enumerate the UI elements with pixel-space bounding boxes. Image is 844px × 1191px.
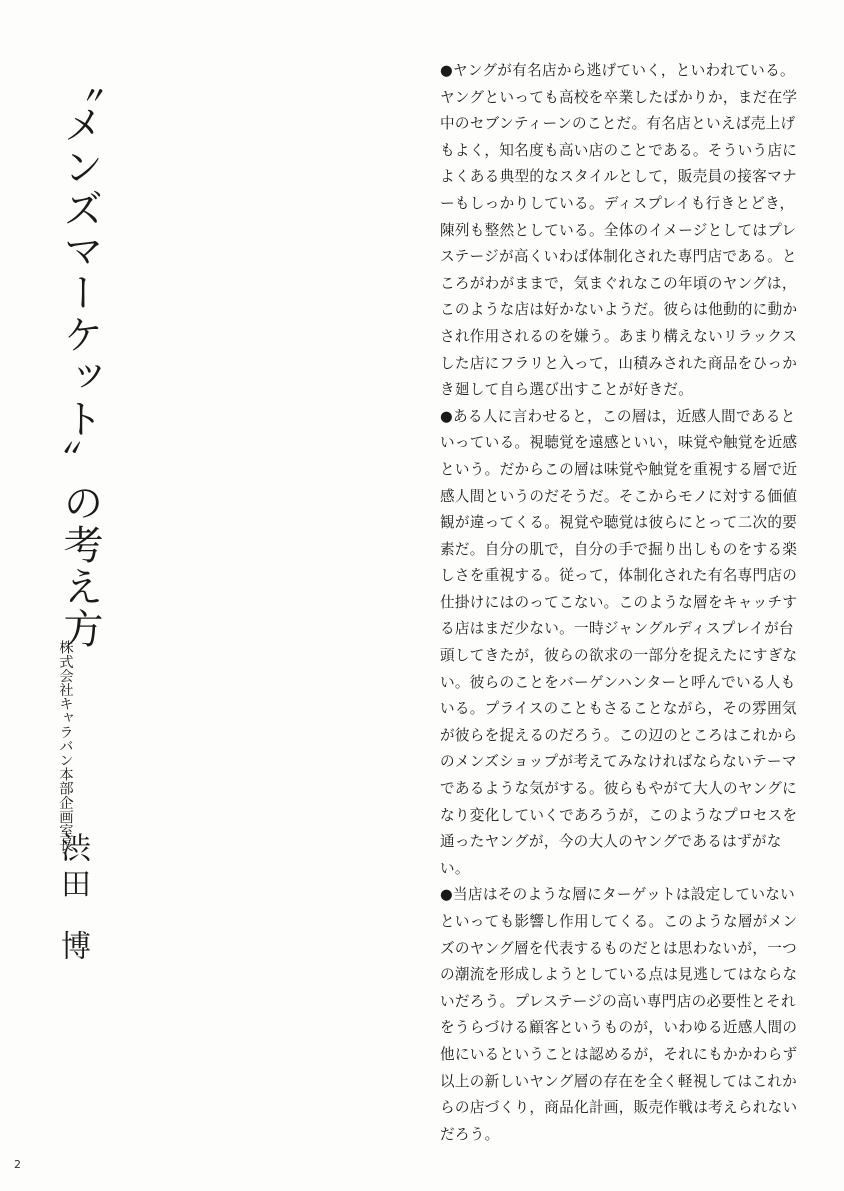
title-column — [52, 62, 108, 650]
paragraph-2: ●ある人に言わせると，この層は，近感人間であるといっている。視聴覚を遠感といい，味覚や触覚を近感という。だからこの層は味覚や触覚を重視する層で近感人間というのだそうだ。そこからモノに対する価値観が違ってくる。視覚や聴覚は彼らにとって二次的要素だ。自分の肌で，自分の手で掘り出しものをする楽しさを重視する。従って，体制化された有名専門店の仕掛けにはのってこない。このような層をキャッチする店はまだ少ない。一時ジャングルディスプレイが台頭してきたが，彼らの欲求の一部分を捉えたにすぎない。彼らのことをバーゲンハンターと呼んでいる人もいる。プライスのこともさることながら，その雰囲気が彼らを捉えるのだろう。この辺のところはこれからのメンズショップが考えてみなければならないテーマであるような気がする。彼らもやがて大人のヤングになり変化していくであろうが，このようなプロセスを通ったヤングが，今の大人のヤングであるはずがない。 — [440, 407, 798, 877]
paragraph-1: ●ヤングが有名店から逃げていく，といわれている。ヤングといっても高校を卒業したばかりか，まだ在学中のセブンティーンのことだ。有名店といえば売上げもよく，知名度も高い店のことである。そういう店によくある典型的なスタイルとして，販売員の接客マナーもしっかりしている。ディスプレイも行きとどき，陳列も整然としている。全体のイメージとしてはプレステージが高くいわば体制化された専門店である。ところがわがままで，気まぐれなこの年頃のヤングは，このような店は好かないようだ。彼らは他動的に動かされ作用されるのを嫌う。あまり構えないリラックスした店にフラリと入って，山積みされた商品をひっかき廻して自ら選び出すことが好きだ。 — [440, 62, 798, 399]
article-body — [440, 58, 800, 1148]
page-number: 2 — [14, 1158, 21, 1171]
paragraph-3: ●当店はそのような層にターゲットは設定していないといっても影響し作用してくる。このような層がメンズのヤング層を代表するものだとは思わないが，一つの潮流を形成しようとしている点は見逃してはならないだろう。プレステージの高い専門店の必要性とそれをうらづける顧客というものが，いわゆる近感人間の他にいるということは認めるが，それにもかかわらず以上の新しいヤング層の存在を全く軽視してはこれからの店づくり，商品化計画，販売作戦は考えられないだろう。 — [440, 886, 798, 1143]
author-surname: 渋田 — [55, 832, 90, 904]
page-title: 〝メンズマーケット〟の考え方 — [57, 62, 103, 650]
author-affiliation: 株式会社キャラバン本部企画室長 — [57, 640, 73, 852]
author-given-name: 博 — [55, 930, 90, 960]
